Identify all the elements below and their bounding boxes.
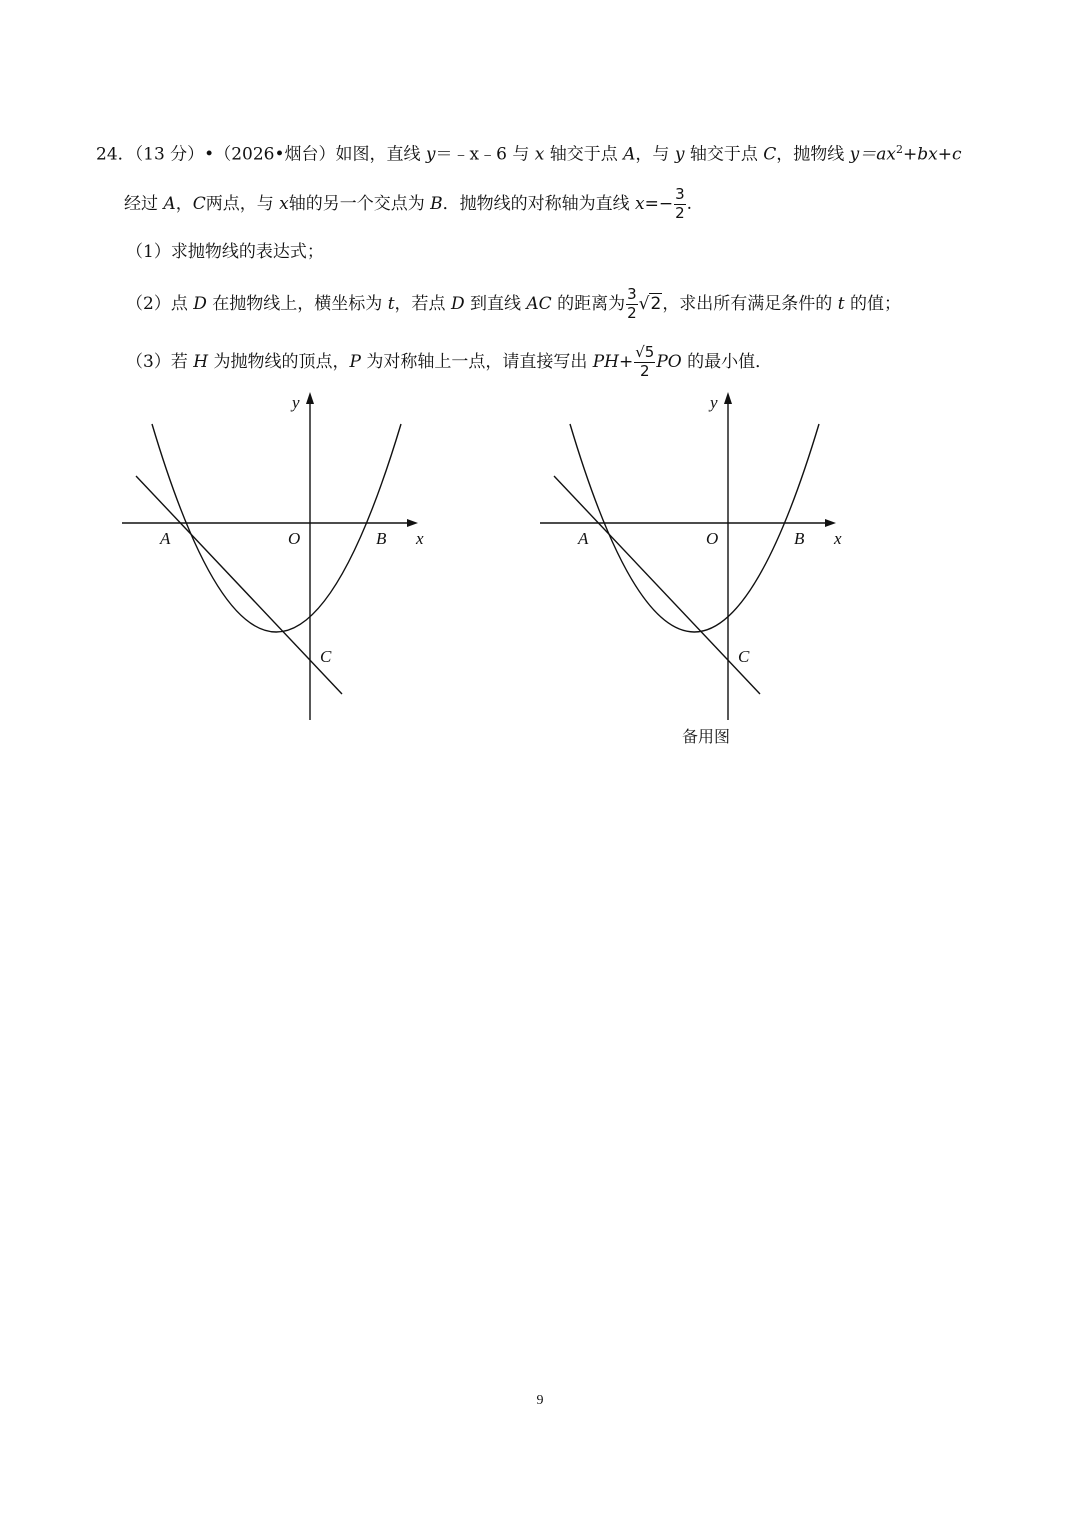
label-o: O [288, 529, 301, 548]
label-o: O [706, 529, 719, 548]
y-axis-arrow [306, 392, 314, 404]
label-x: x [834, 529, 842, 548]
problem-line-2: 经过 A ， C 两点，与 x 轴的另一个交点为 B ．抛物线的对称轴为直线 x =− $\frac{3}{2}$ . [124, 184, 693, 222]
line-ac [136, 476, 342, 694]
label-c: C [738, 647, 750, 666]
page-number: 9 [536, 1393, 544, 1408]
parabola [570, 424, 819, 632]
label-b: B [376, 529, 387, 548]
figure-main [110, 380, 440, 740]
parabola [152, 424, 401, 632]
question-3: （3）若 H 为抛物线的顶点， P 为对称轴上一点，请直接写出 PH + $\frac{√5}{2}$ PO 的最小值． [126, 342, 773, 380]
problem-meta: （13 分）•（2026•烟台） [134, 144, 336, 165]
x-axis-arrow [407, 519, 418, 527]
parabola-equation: ＝ax [859, 144, 897, 165]
y-axis-arrow [724, 392, 732, 404]
line-ac [554, 476, 760, 694]
sqrt-two: √2 [638, 293, 662, 314]
problem-number: 24． [96, 144, 135, 165]
graph-main [110, 380, 440, 740]
label-x: x [416, 529, 424, 548]
question-2: （2）点 D 在抛物线上，横坐标为 t ，若点 D 到直线 AC 的距离为 $\frac{3}{2}$ √2 ，求出所有满足条件的 t 的值； [126, 284, 901, 322]
label-c: C [320, 647, 332, 666]
graph-backup [528, 380, 858, 740]
label-y: y [292, 393, 300, 412]
label-b: B [794, 529, 805, 548]
label-a: A [578, 529, 589, 548]
label-y: y [710, 393, 718, 412]
fraction-three-halves: $\frac{3}{2}$ [627, 284, 637, 322]
backup-figure-caption: 备用图 [682, 727, 731, 746]
figure-backup [528, 380, 858, 740]
question-1: （1）求抛物线的表达式； [126, 242, 324, 262]
line-equation: ＝﹣x﹣6 [435, 144, 507, 165]
fraction-three-halves: $\frac{3}{2}$ [675, 184, 685, 222]
label-a: A [160, 529, 171, 548]
problem-line-1: 24．（13 分）•（2026•烟台）如图，直线 y＝﹣x﹣6 与 x 轴交于点 A，与 y 轴交于点 C，抛物线 $y=ax^2+bx+c$ [96, 143, 962, 165]
x-axis-arrow [825, 519, 836, 527]
fraction-sqrt5-over-2: $\frac{√5}{2}$ [635, 342, 655, 380]
